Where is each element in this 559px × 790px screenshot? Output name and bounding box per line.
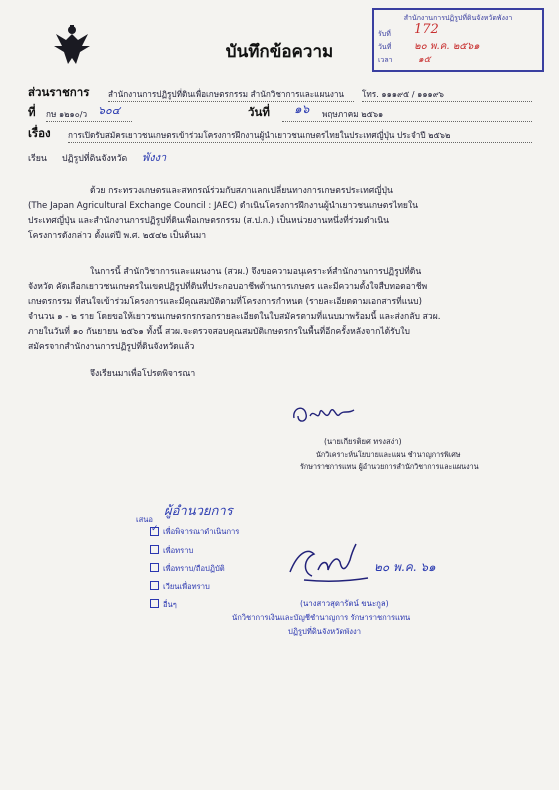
body-p2-line: สมัครจากสำนักงานการปฏิรูปที่ดินจังหวัดแล้ว [28,342,195,352]
date-month-year: พฤษภาคม ๒๕๖๑ [282,108,532,122]
agency-label: ส่วนราชการ [28,85,90,99]
stamp-rec-no: 172 [414,22,439,37]
signature-2 [284,542,374,586]
checkbox-checked-icon[interactable] [150,527,159,536]
ref-label: ที่ [28,105,36,119]
stamp-header: สำนักงานการปฏิรูปที่ดินจังหวัดพังงา [403,14,513,22]
subject-label: เรื่อง [28,126,51,140]
stamp-time-label: เวลา [378,56,393,64]
agency-tel: โทร. ๑๑๑๙๕ / ๑๑๑๙๖ [362,88,532,102]
routing-option[interactable]: ✓เพื่อพิจารณาดำเนินการ [150,526,239,538]
memo-title: บันทึกข้อความ [225,42,334,62]
to-value: ปฏิรูปที่ดินจังหวัด [62,154,128,164]
checkbox-icon[interactable] [150,563,159,572]
stamp-time-value: ๑๕ [418,55,431,65]
ref-number: ๖๐๔ [98,104,121,117]
body-p1-line: ประเทศญี่ปุ่น และสำนักงานการปฏิรูปที่ดินเพื่อเกษตรกรรม (ส.ป.ก.) เป็นหน่วยงานหนึ่งที่ร่วมดำเนิน [28,216,389,226]
routing-option[interactable]: เพื่อทราบ [150,545,193,557]
routing-option[interactable]: อื่นๆ [150,599,177,611]
checkbox-icon[interactable] [150,599,159,608]
body-p2-line: จังหวัด คัดเลือกเยาวชนเกษตรในเขตปฏิรูปที่ดินที่ประกอบอาชีพด้านการเกษตร และมีความตั้งใจสืบทอดอาชีพ [28,282,428,292]
stamp-date-label: วันที่ [378,43,392,51]
body-p2-line: เกษตรกรรม ที่สนใจเข้าร่วมโครงการและมีคุณสมบัติตามที่โครงการกำหนด (รายละเอียดตามเอกสารที่แนบ) [28,297,422,307]
to-label: เรียน [28,154,47,164]
body-p1-line: ด้วย กระทรวงเกษตรและสหกรณ์ร่วมกับสภาแลกเปลี่ยนทางการเกษตรประเทศญี่ปุ่น [90,186,393,196]
body-p1-line: (The Japan Agricultural Exchange Council : JAEC) ดำเนินโครงการฝึกงานผู้นำเยาวชนเกษตรไทยใน [28,201,419,211]
signature-1 [290,400,360,428]
closing-line: จึงเรียนมาเพื่อโปรดพิจารณา [90,369,196,379]
routing-option[interactable]: เวียนเพื่อทราบ [150,581,210,593]
body-p2-line: จำนวน ๑ - ๒ ราย โดยขอให้เยาวชนเกษตรกรกรอกรายละเอียดในใบสมัครตามที่แนบมาพร้อมนี้ และส่งกลับ สวผ. [28,312,441,322]
to-handwritten: พังงา [142,151,167,164]
signer2-date-handwritten: ๒๐ พ.ค. ๖๑ [374,560,436,574]
date-label: วันที่ [248,105,270,119]
signer2-name: (นางสาวสุดารัตน์ ขนะกูล) [300,599,389,608]
body-p1-line: โครงการดังกล่าว ตั้งแต่ปี พ.ศ. ๒๕๔๒ เป็นต้นมา [28,231,207,241]
stamp-rec-label: รับที่ [378,30,391,38]
date-day: ๑๖ [294,102,310,116]
agency-value: สำนักงานการปฏิรูปที่ดินเพื่อเกษตรกรรม สำนักวิชาการและแผนงาน [108,88,354,102]
routing-to-label: เสนอ [136,515,153,524]
routing-to-handwritten: ผู้อำนวยการ [164,504,233,519]
subject-value: การเปิดรับสมัครเยาวชนเกษตรเข้าร่วมโครงการฝึกงานผู้นำเยาวชนเกษตรไทยในประเทศญี่ปุ่น ประจำปี ๒๕๖๒ [68,129,532,143]
ref-value: กษ ๑๒๑๐/ว [46,108,132,122]
body-p2-line: ในการนี้ สำนักวิชาการและแผนงาน (สวผ.) จึงขอความอนุเคราะห์สำนักงานการปฏิรูปที่ดิน [90,267,422,277]
stamp-date-value: ๒๐ พ.ค. ๒๕๖๑ [414,41,480,52]
body-p2-line: ภายในวันที่ ๑๐ กันยายน ๒๕๖๑ ทั้งนี้ สวผ.จะตรวจสอบคุณสมบัติเกษตรกรในพื้นที่อีกครั้งหลังจากได้รับใบ [28,327,410,337]
signer1-position: นักวิเคราะห์นโยบายและแผน ชำนาญการพิเศษ [316,450,461,459]
signer2-office: ปฏิรูปที่ดินจังหวัดพังงา [288,627,361,636]
checkbox-icon[interactable] [150,545,159,554]
signer1-name: (นายเกียรติยศ ทรงสง่า) [324,437,402,446]
routing-option[interactable]: เพื่อทราบ/ถือปฏิบัติ [150,563,225,575]
signer2-position: นักวิชาการเงินและบัญชีชำนาญการ รักษาราชการแทน [232,613,411,622]
signer1-acting: รักษาราชการแทน ผู้อำนวยการสำนักวิชาการและแผนงาน [300,462,479,471]
checkbox-icon[interactable] [150,581,159,590]
